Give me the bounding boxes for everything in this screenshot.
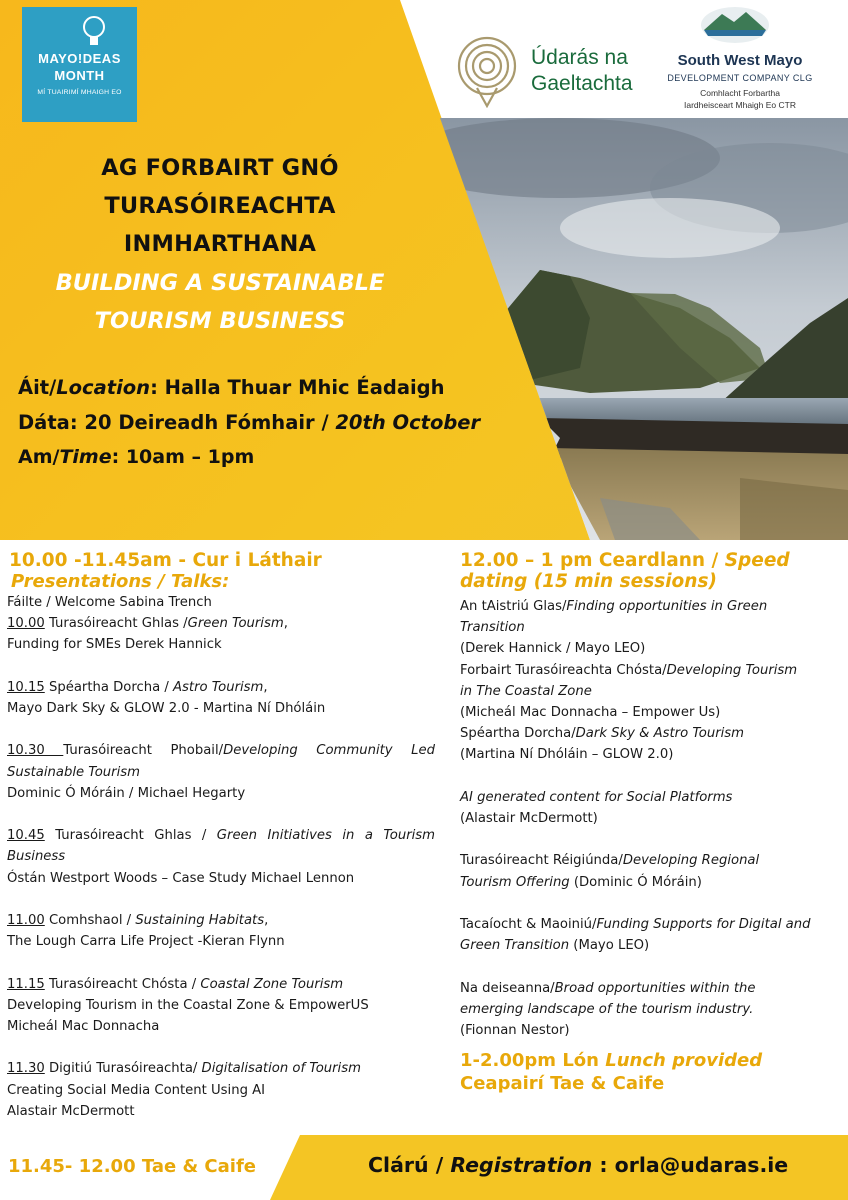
- mayo-ideas-month-logo: [22, 7, 137, 122]
- workshop-english: Funding Supports for Digital and Green Transition: [460, 917, 811, 954]
- workshop-broad-opportunities-speaker: (Fionnan Nestor): [460, 1023, 570, 1038]
- workshop-english: Developing Regional Tourism Offering: [460, 853, 760, 890]
- spacer: [460, 766, 812, 787]
- lunch-line: [460, 1049, 812, 1072]
- time-label-irish: Am/: [18, 446, 60, 468]
- workshop-english: Dark Sky & Astro Tourism: [575, 726, 745, 742]
- workshop-ai-content-speaker: (Alastair McDermott): [460, 811, 598, 827]
- spacer: [7, 656, 435, 677]
- workshop-irish: Tacaíocht & Maoiniú/: [460, 917, 597, 932]
- session-1000-speaker: Funding for SMEs Derek Hannick: [7, 637, 222, 653]
- session-1000: [7, 613, 435, 634]
- title-english-line1: BUILDING A SUSTAINABLE: [55, 270, 385, 296]
- session-time: 10.45: [7, 828, 45, 844]
- workshop-regional-tourism: [460, 850, 812, 892]
- session-time: 10.00: [7, 616, 45, 632]
- presentations-column: [7, 550, 435, 1122]
- location-label-irish: Áit/: [18, 376, 57, 399]
- session-irish: Turasóireacht Chósta /: [44, 976, 201, 992]
- workshop-irish: Turasóireacht Réigiúnda/: [460, 853, 623, 869]
- workshop-english: Developing Tourism in The Coastal Zone: [460, 662, 798, 699]
- tea-break: 11.45- 12.00 Tae & Caife: [8, 1156, 256, 1177]
- session-english: Coastal Zone Tourism: [200, 976, 344, 992]
- workshop-ai-content: AI generated content for Social Platforms: [460, 789, 733, 805]
- swm-logo-subtitle: DEVELOPMENT COMPANY CLG: [667, 73, 813, 83]
- session-1100: [7, 910, 435, 931]
- session-time: 11.30: [7, 1061, 45, 1077]
- session-english: Green Tourism: [187, 616, 284, 632]
- session-time: 10.30: [7, 743, 64, 759]
- workshop-funding-supports: [460, 914, 812, 956]
- mayo-logo-line1: MAYO!DEAS: [38, 51, 121, 66]
- session-english: Digitalisation of Tourism: [201, 1061, 361, 1077]
- workshop-green-transition: [460, 596, 812, 638]
- session-1115-speaker: Micheál Mac Donnacha: [7, 1018, 160, 1034]
- spacer: [460, 829, 812, 850]
- spacer: [460, 956, 812, 977]
- spacer: [7, 1037, 435, 1058]
- session-irish: Spéartha Dorcha /: [44, 679, 173, 695]
- session-irish: Turasóireacht Ghlas /: [44, 616, 188, 632]
- spacer: [7, 804, 435, 825]
- title-english-line2: TOURISM BUSINESS: [94, 308, 346, 334]
- udaras-logo-line1: Údarás na: [531, 46, 628, 69]
- event-time: [18, 446, 254, 468]
- time-label-english: Time: [59, 446, 112, 468]
- mountain-logo-icon: [700, 6, 770, 44]
- session-english: Astro Tourism: [173, 679, 264, 695]
- lunch-english: Lunch provided: [605, 1050, 763, 1072]
- refreshments-line: Ceapairí Tae & Caife: [460, 1073, 665, 1095]
- session-time: 10.15: [7, 679, 45, 695]
- workshop-english: Finding opportunities in Green Transition: [460, 599, 768, 636]
- session-1130-speaker: Alastair McDermott: [7, 1103, 135, 1119]
- workshops-heading-english: Speed dating (15 min sessions): [460, 550, 790, 592]
- session-irish: Turasóireacht Ghlas /: [44, 828, 217, 844]
- welcome-item: Fáilte / Welcome Sabina Trench: [7, 595, 212, 610]
- registration-label-english: Registration: [450, 1153, 593, 1177]
- workshop-irish: Forbairt Turasóireachta Chósta/: [460, 662, 667, 678]
- date-english: 20th October: [335, 411, 481, 434]
- session-irish: Digitiú Turasóireachta/: [44, 1061, 202, 1077]
- title-irish-line2: TURASÓIREACHTA: [104, 193, 336, 219]
- workshop-dark-sky: [460, 723, 812, 744]
- spacer: [7, 952, 435, 973]
- swm-logo-name: South West Mayo: [677, 52, 803, 69]
- spacer: [460, 893, 812, 914]
- presentations-subheading: Presentations / Talks:: [11, 571, 230, 592]
- title-irish-line1: AG FORBAIRT GNÓ: [101, 155, 339, 181]
- workshop-broad-opportunities: [460, 978, 812, 1020]
- event-location: [18, 376, 445, 399]
- swm-logo-irish1: Comhlacht Forbartha: [700, 88, 780, 98]
- title-irish-line3: INMHARTHANA: [123, 231, 317, 257]
- workshop-coastal-zone-speaker: (Micheál Mac Donnacha – Empower Us): [460, 705, 721, 721]
- udaras-logo-line2: Gaeltachta: [531, 72, 633, 95]
- workshop-irish: Spéartha Dorcha/: [460, 726, 576, 742]
- workshop-coastal-zone: [460, 660, 812, 702]
- session-1030: [7, 740, 435, 782]
- session-english: Sustaining Habitats: [135, 912, 265, 928]
- workshop-english: Broad opportunities within the emerging landscape of the tourism industry.: [460, 980, 756, 1017]
- workshop-irish: Na deiseanna/: [460, 980, 555, 996]
- workshops-heading: [460, 550, 812, 592]
- registration-label-irish: Clárú /: [368, 1153, 451, 1177]
- session-1015-speaker: Mayo Dark Sky & GLOW 2.0 - Martina Ní Dhóláin: [7, 701, 326, 716]
- spacer: [7, 889, 435, 910]
- session-punct: ,: [264, 912, 269, 928]
- session-1130-detail: Creating Social Media Content Using AI: [7, 1082, 266, 1098]
- workshop-green-transition-speaker: (Derek Hannick / Mayo LEO): [460, 641, 646, 657]
- registration-line: [368, 1153, 788, 1177]
- session-time: 11.15: [7, 976, 45, 992]
- session-irish: Turasóireacht Phobail/: [63, 743, 224, 759]
- session-irish: Comhshaol /: [44, 912, 136, 928]
- event-date: [18, 411, 480, 434]
- session-1015: [7, 677, 435, 698]
- session-1100-speaker: The Lough Carra Life Project -Kieran Flynn: [7, 934, 285, 950]
- swm-logo-irish2: Iardheisceart Mhaigh Eo CTR: [684, 100, 796, 110]
- session-1115-detail: Developing Tourism in the Coastal Zone & EmpowerUS: [7, 997, 369, 1013]
- session-english: Green Initiatives in a Tourism Business: [7, 828, 435, 865]
- workshops-column: [460, 550, 812, 1095]
- session-1115: [7, 974, 435, 995]
- session-english: Developing Community Led Sustainable Tourism: [7, 743, 435, 780]
- date-label: Dáta: 20 Deireadh Fómhair /: [18, 411, 336, 434]
- workshop-speaker: (Mayo LEO): [569, 938, 650, 954]
- presentations-heading: 10.00 -11.45am - Cur i Láthair: [9, 550, 322, 571]
- workshop-irish: An tAistriú Glas/: [460, 599, 567, 614]
- session-1030-speaker: Dominic Ó Móráin / Michael Hegarty: [7, 785, 246, 801]
- mayo-logo-line2: MONTH: [54, 68, 105, 83]
- spacer: [7, 719, 435, 740]
- lunch-irish: 1-2.00pm Lón: [460, 1050, 606, 1072]
- session-1045: [7, 825, 435, 867]
- udaras-knot-icon: [455, 36, 519, 108]
- location-label-english: Location: [56, 376, 151, 399]
- session-time: 11.00: [7, 912, 45, 928]
- workshops-heading-irish: 12.00 – 1 pm Ceardlann /: [460, 550, 725, 571]
- workshop-speaker: (Dominic Ó Móráin): [569, 874, 702, 890]
- session-1045-speaker: Óstán Westport Woods – Case Study Michael Lennon: [7, 870, 355, 886]
- session-1130: [7, 1058, 435, 1079]
- session-punct: ,: [263, 679, 268, 695]
- mayo-logo-line3: MÍ TUAIRIMÍ MHAIGH EO: [37, 89, 122, 96]
- workshop-dark-sky-speaker: (Martina Ní Dhóláin – GLOW 2.0): [460, 747, 674, 763]
- registration-email-link[interactable]: : orla@udaras.ie: [592, 1153, 789, 1177]
- session-punct: ,: [283, 616, 288, 632]
- location-value: : Halla Thuar Mhic Éadaigh: [150, 376, 445, 399]
- time-value: : 10am – 1pm: [111, 446, 255, 468]
